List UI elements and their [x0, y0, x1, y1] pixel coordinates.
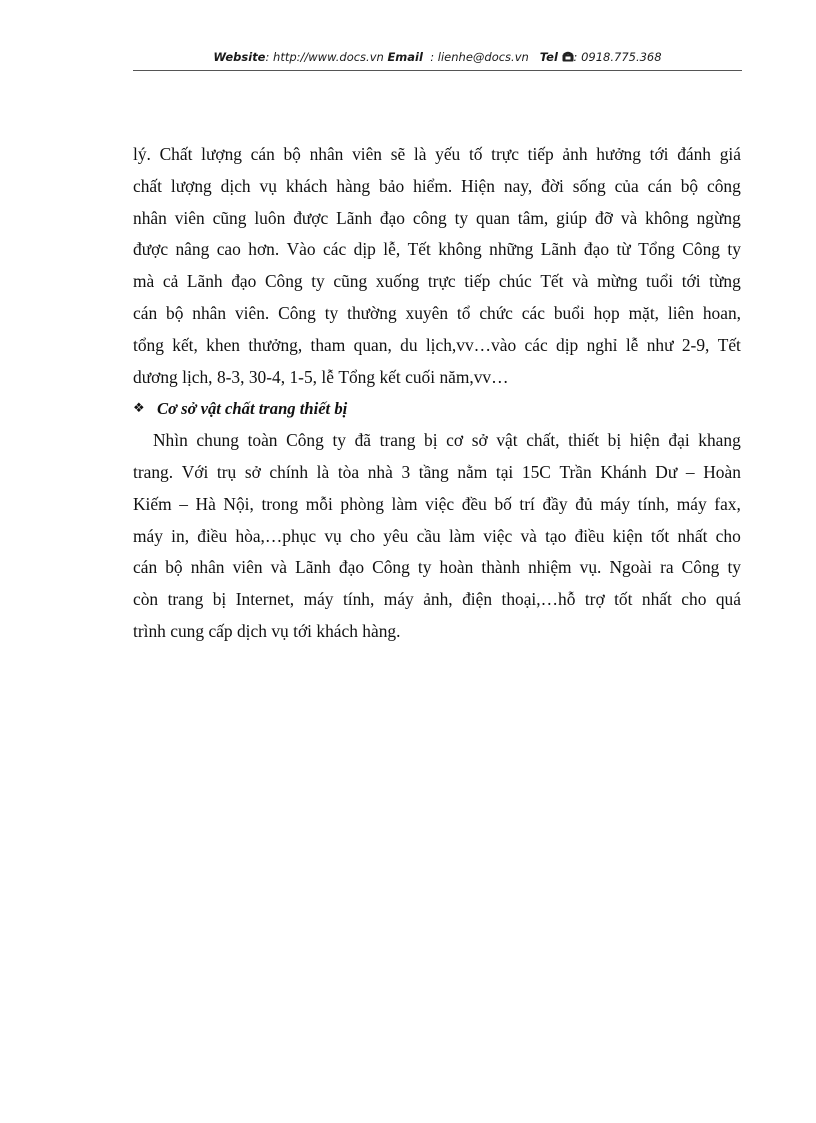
tel-label: Tel: [539, 50, 558, 64]
paragraph1-line: được nâng cao hơn. Vào các dịp lễ, Tết không những Lãnh đạo từ Tổng Công ty: [133, 239, 741, 260]
email-address: : lienhe@docs.vn: [430, 50, 529, 64]
website-label: Website: [213, 50, 266, 64]
paragraph2-line: trình cung cấp dịch vụ tới khách hàng.: [133, 620, 401, 641]
section-heading: [133, 393, 741, 425]
paragraph1-line: lý. Chất lượng cán bộ nhân viên sẽ là yếu tố trực tiếp ảnh hưởng tới đánh giá: [133, 144, 741, 164]
paragraph2-line: máy in, điều hòa,…phục vụ cho yêu cầu làm việc và tạo điều kiện tốt nhất cho: [133, 525, 741, 546]
diamond-bullet-icon: ❖: [133, 401, 145, 417]
paragraph1-line: tổng kết, khen thưởng, tham quan, du lịch,vv…vào các dịp nghỉ lễ như 2-9, Tết: [133, 334, 741, 355]
paragraph2-line: cán bộ nhân viên và Lãnh đạo Công ty hoàn thành nhiệm vụ. Ngoài ra Công ty: [133, 557, 741, 578]
page-header: [133, 50, 742, 65]
paragraph1-line: nhân viên cũng luôn được Lãnh đạo công ty quan tâm, giúp đỡ và không ngừng: [133, 207, 741, 228]
paragraph2-line: trang. Với trụ sở chính là tòa nhà 3 tầng nằm tại 15C Trần Khánh Dư – Hoàn: [133, 461, 741, 482]
paragraph1-line: chất lượng dịch vụ khách hàng bảo hiểm. Hiện nay, đời sống của cán bộ công: [133, 175, 741, 196]
document-body: [133, 139, 741, 648]
paragraph1-line: dương lịch, 8-3, 30-4, 1-5, lễ Tổng kết cuối năm,vv…: [133, 366, 509, 387]
email-label: Email: [387, 50, 423, 64]
paragraph1-line: cán bộ nhân viên. Công ty thường xuyên tổ chức các buổi họp mặt, liên hoan,: [133, 302, 741, 323]
paragraph2-line: Kiếm – Hà Nội, trong mỗi phòng làm việc đều bố trí đầy đủ máy tính, máy fax,: [133, 493, 741, 514]
paragraph1-line: mà cả Lãnh đạo Công ty cũng xuống trực tiếp chúc Tết và mừng tuổi tới từng: [133, 271, 741, 292]
website-url: : http://www.docs.vn: [265, 50, 384, 64]
header-divider: [133, 70, 742, 71]
paragraph2-line: còn trang bị Internet, máy tính, máy ảnh, điện thoại,…hỗ trợ tốt nhất cho quá: [133, 589, 741, 610]
section-heading-text: Cơ sở vật chất trang thiết bị: [157, 399, 348, 419]
phone-number: : 0918.775.368: [573, 50, 662, 64]
paragraph2-line: Nhìn chung toàn Công ty đã trang bị cơ sở vật chất, thiết bị hiện đại khang: [153, 430, 741, 451]
phone-icon: [562, 51, 574, 65]
